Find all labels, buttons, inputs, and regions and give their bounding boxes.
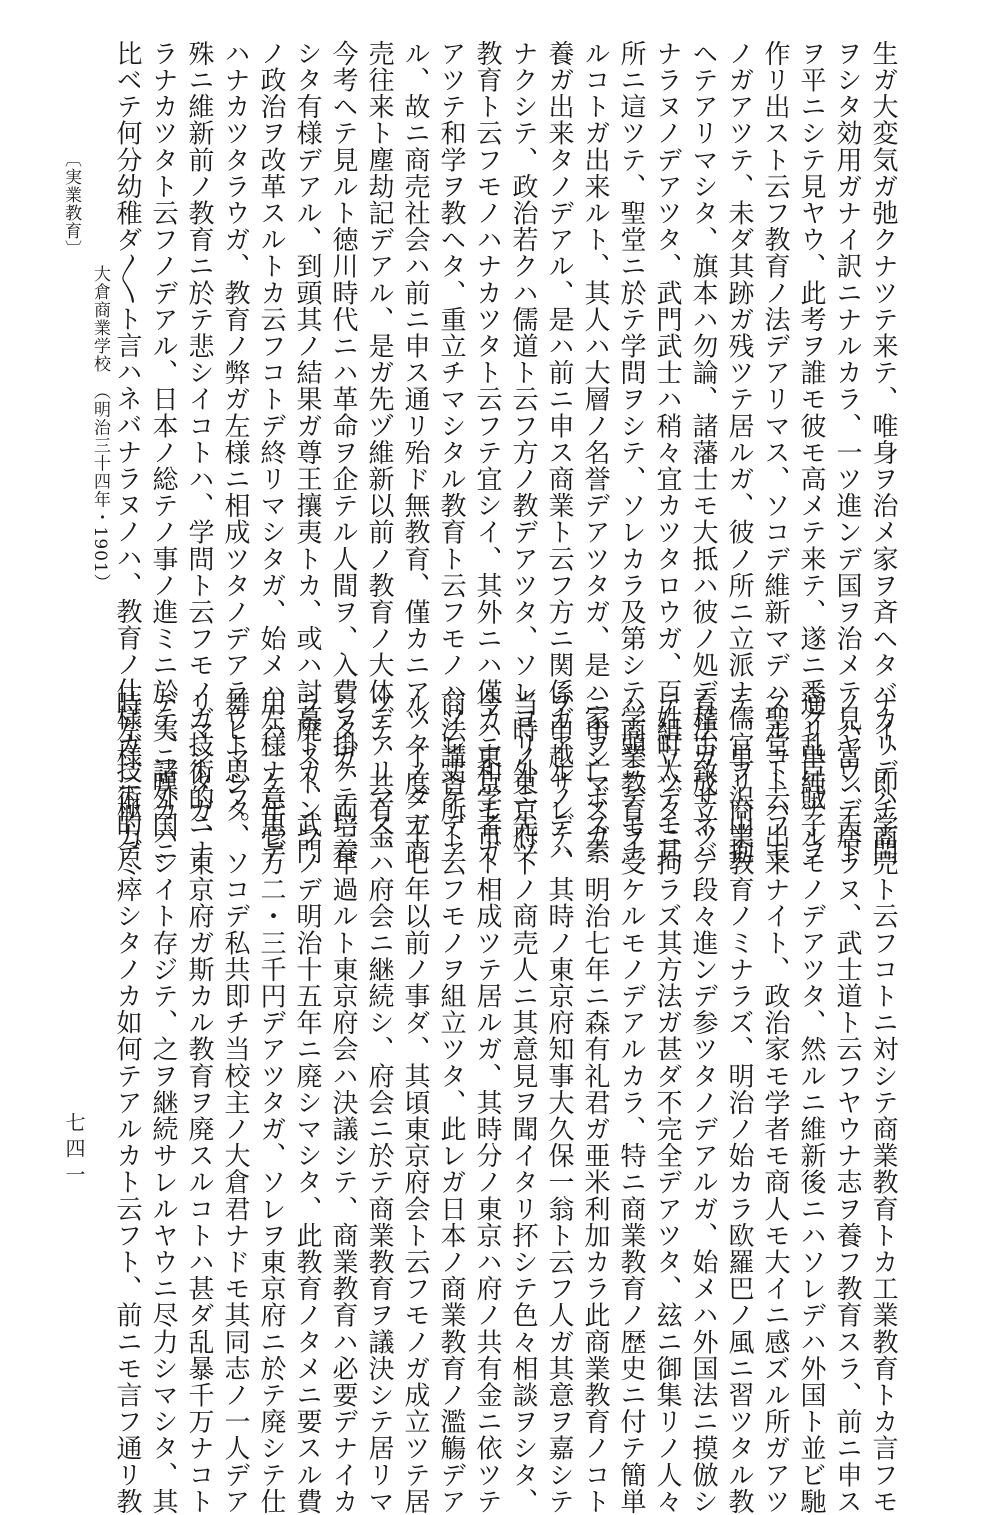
text-line: 舞ヒマシタ、ソコデ私共即チ当校主ノ大倉君ナドモ其同志ノ一人デア: [220, 690, 250, 1515]
text-line: 当時ノ東京府下ノ商売人ニ其意見ヲ聞イタリ抔シテ色々相談ヲシタ、: [508, 690, 538, 1515]
text-line: 教育ト云フモノハナカツタト云フテ宜シイ、其外ニハ僅カニ和学者ガ: [472, 40, 502, 865]
text-line: ニ申シマスガ、明治七年ニ森有礼君ガ亜米利加カラ此商業教育ノコト: [580, 690, 610, 1515]
text-line: ヘテアリマシタ、旗本ハ勿論、諸藩士モ大抵ハ彼ノ処デ稽古致サネバ: [688, 40, 718, 865]
text-line: 商法講習所ト云フモノヲ組立ツタ、此レガ日本ノ商業教育ノ濫觴デア: [436, 690, 466, 1515]
text-line: ハナカツタラウガ、教育ノ弊ガ左様ニ相成ツタノデアラウト思フ。: [220, 40, 250, 838]
text-line: ノ政治ヲ改革スルトカ云フコトデ終リマシタガ、始メハ左様ナ意思デ: [256, 40, 286, 865]
text-line: ナイ、即チ商売ト云フコトニ対シテ商業教育トカ工業教育トカ言フモ: [868, 690, 898, 1515]
text-line: 殊ニ維新前ノ教育ニ於テ悲シイコトハ、学問ト云フモノガ技術的ニナ: [184, 40, 214, 865]
text-line: デ実ニ嘆カハシイト存ジテ、之ヲ継続サレルヤウニ尽力シマシタ、其: [148, 690, 178, 1515]
text-line: 育法ガ成立ツテ段々進ンデ参ツタノデアルガ、始メハ外国法ニ摸倣シ: [688, 690, 718, 1515]
text-line: ハ商業教育ヲ受ケルモノデアルカラ、特ニ商業教育ノ歴史ニ付テ簡単: [616, 690, 646, 1515]
text-line: 所ニ這ツテ、聖堂ニ於テ学問ヲシテ、ソレカラ及第シテ学頭ニデモナ: [616, 40, 646, 865]
text-line: テ、単リ商業教育ノミナラズ、明治ノ始カラ欧羅巴ノ風ニ習ツタル教: [724, 690, 754, 1515]
text-line: 作リ出スト云フ教育ノ法デアリマス、ソコデ維新マデハ聖堂ト云フモ: [760, 40, 790, 865]
text-line: ル、丁度二十七年以前ノ事ダ、其頃東京府会ト云フモノガ成立ツテ居: [400, 690, 430, 1515]
text-line: 今ハ東京モ市ト相成ツテ居ルガ、其時分ノ東京ハ府ノ共有金ニ依ツテ: [472, 690, 502, 1515]
text-line: 用ハ一ケ年壱万二・三千円デアツタガ、ソレヲ東京府ニ於テ廃シテ仕: [256, 690, 286, 1515]
text-line: シタ有様デアル、到頭其ノ結果ガ尊王攘夷トカ、或ハ討幕トカ、武門: [292, 40, 322, 865]
text-line: ナラヌノデアツタ、武門武士ハ稍々宜カツタロウガ、百姓町人デモ其: [652, 40, 682, 865]
text-line: 比ベテ何分幼稚ダ〳〵ト言ハネバナラヌノハ、教育ノ仕様ガ技術的デ: [112, 40, 142, 864]
text-line: ナクシテ、政治若クハ儒道ト云フ方ノ教デアツタ、ソレヨリ外ニ先ヅ: [508, 40, 538, 865]
text-line: ツテ、共有金ハ府会ニ継続シ、府会ニ於テ商業教育ヲ議決シテ居リマ: [364, 690, 394, 1515]
text-line: リマシタガ、東京府ガ斯カル教育ヲ廃スルコトハ甚ダ乱暴千万ナコト: [184, 690, 214, 1515]
text-line: スルコトハ出来ナイト、政治家モ学者モ商人モ大イニ感ズル所ガアツ: [760, 690, 790, 1515]
text-line: アツテ和学ヲ教ヘタ、重立チマシタル教育ト云フモノハソレ丈ケデア: [436, 40, 466, 865]
text-line: 時左様ニ極力尽瘁シタノカ如何テアルカト云フト、前ニモ言フ通リ教: [112, 690, 142, 1515]
text-line: 通リ単純ナルモノデアツタ、然ルニ維新後ニハソレデハ外国ト並ビ馳: [796, 690, 826, 1515]
text-line: ル、故ニ商売社会ハ前ニ申ス通リ殆ド無教育、僅カニアツタノダガ商: [400, 40, 430, 865]
page-number: 七四一: [62, 1112, 86, 1190]
text-line: シタガ、両三年過ルト東京府会ハ決議シテ、商業教育ハ必要デナイカ: [328, 690, 358, 1515]
text-line: ラ廃ストンフノデ明治十五年ニ廃シマシタ、此教育ノタメニ要スル費: [292, 690, 322, 1515]
text-line: ヲ申越サレテ、其時ノ東京府知事大久保一翁ト云フ人ガ其意ヲ嘉シテ: [544, 690, 574, 1515]
text-line: テ組立ツタニ拘ラズ其方法ガ甚ダ不完全デアツタ、玆ニ御集リノ人々: [652, 690, 682, 1515]
text-line: ヲ平ニシテ見ヤウ、此考ヲ誰モ彼モ高メテ来テ、遂ニ悉ク乱臣賊子ヲ: [796, 40, 826, 865]
source-caption: 大倉商業学校 （明治三十四年・1901）: [90, 265, 110, 592]
text-line: ルコトガ出来ルト、其人ハ大層ノ名誉デアツタガ、是ハ家ヲ亡ボス素: [580, 40, 610, 865]
text-line: ヲシタ効用ガナイ訳ニナルカラ、一ツ進ンデ国ヲ治メテ見ヤウ、天下: [832, 40, 862, 865]
text-line: 今考ヘテ見ルト徳川時代ニハ革命ヲ企テル人間ヲ、入費ヲ掛ケテ培養: [328, 40, 358, 865]
text-line: ノガアツテ、未ダ其跡ガ残ツテ居ルガ、彼ノ所ニ立派ナ儒官ヲ沢山抱: [724, 40, 754, 865]
text-line: 養ガ出来タノデアル、是ハ前ニ申ス商業ト云フ方ニ関係ガアルノデハ: [544, 40, 574, 865]
text-line: ラナカツタト云フノデアル、日本ノ総テノ事ノ進ミニ於テ、諸外国ニ: [148, 40, 178, 865]
text-line: 生ガ大変気ガ弛クナツテ来テ、唯身ヲ治メ家ヲ斉ヘタバカリデハ学問: [868, 40, 898, 865]
text-line: 売往来ト塵劫記デアル、是ガ先ヅ維新以前ノ教育ノ大体デアリマス、: [364, 40, 394, 865]
text-line: ノハ富ンデ居ラヌ、武士道ト云フヤウナ志ヲ養フ教育スラ、前ニ申ス: [832, 690, 862, 1515]
running-head: 〔実業教育〕: [61, 150, 81, 258]
